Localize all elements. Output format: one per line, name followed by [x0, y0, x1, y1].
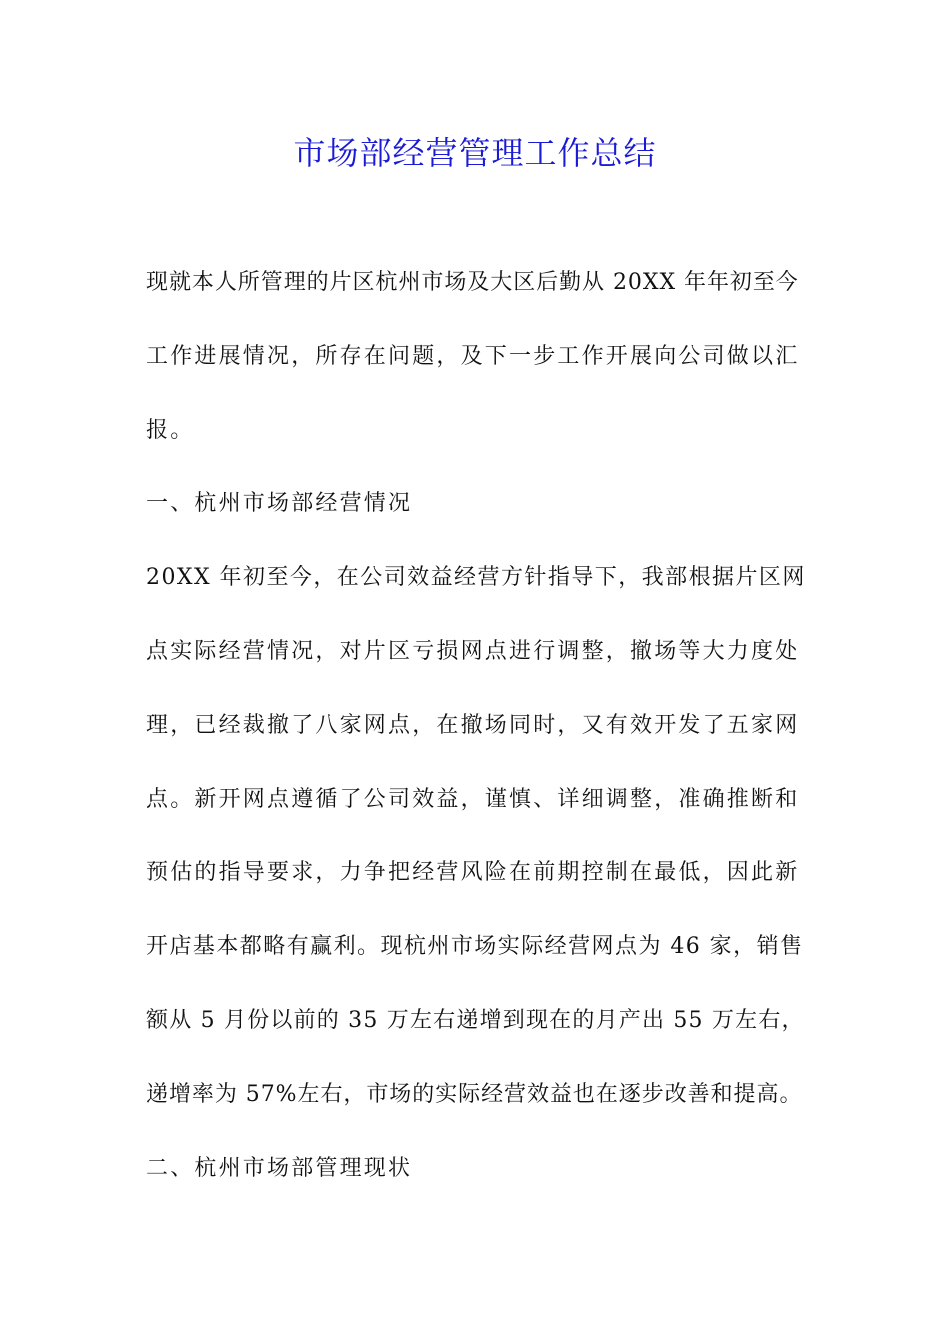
intro-line: 现就本人所管理的片区杭州市场及大区后勤从 20XX 年年初至今: [146, 270, 799, 295]
section-heading: 二、杭州市场部管理现状: [146, 1155, 413, 1181]
document-title: 市场部经营管理工作总结: [293, 134, 657, 172]
paragraph-line: 预估的指导要求，力争把经营风险在前期控制在最低，因此新: [146, 860, 800, 886]
intro-line: 工作进展情况，所存在问题，及下一步工作开展向公司做以汇: [146, 343, 800, 369]
paragraph-line: 理，已经裁撤了八家网点，在撤场同时，又有效开发了五家网: [146, 712, 800, 738]
paragraph-line: 点实际经营情况，对片区亏损网点进行调整，撤场等大力度处: [146, 638, 800, 664]
section-heading: 一、杭州市场部经营情况: [146, 491, 413, 517]
paragraph-line: 开店基本都略有赢利。现杭州市场实际经营网点为 46 家，销售: [146, 934, 804, 960]
document-body: [146, 246, 806, 1205]
paragraph-line: 点。新开网点遵循了公司效益，谨慎、详细调整，准确推断和: [146, 786, 800, 812]
paragraph-line: 20XX 年初至今，在公司效益经营方针指导下，我部根据片区网: [146, 565, 806, 591]
paragraph-line: 递增率为 57%左右，市场的实际经营效益也在逐步改善和提高。: [146, 1081, 803, 1107]
paragraph-line: 额从 5 月份以前的 35 万左右递增到现在的月产出 55 万左右，: [146, 1007, 805, 1033]
intro-line: 报。: [146, 417, 195, 443]
